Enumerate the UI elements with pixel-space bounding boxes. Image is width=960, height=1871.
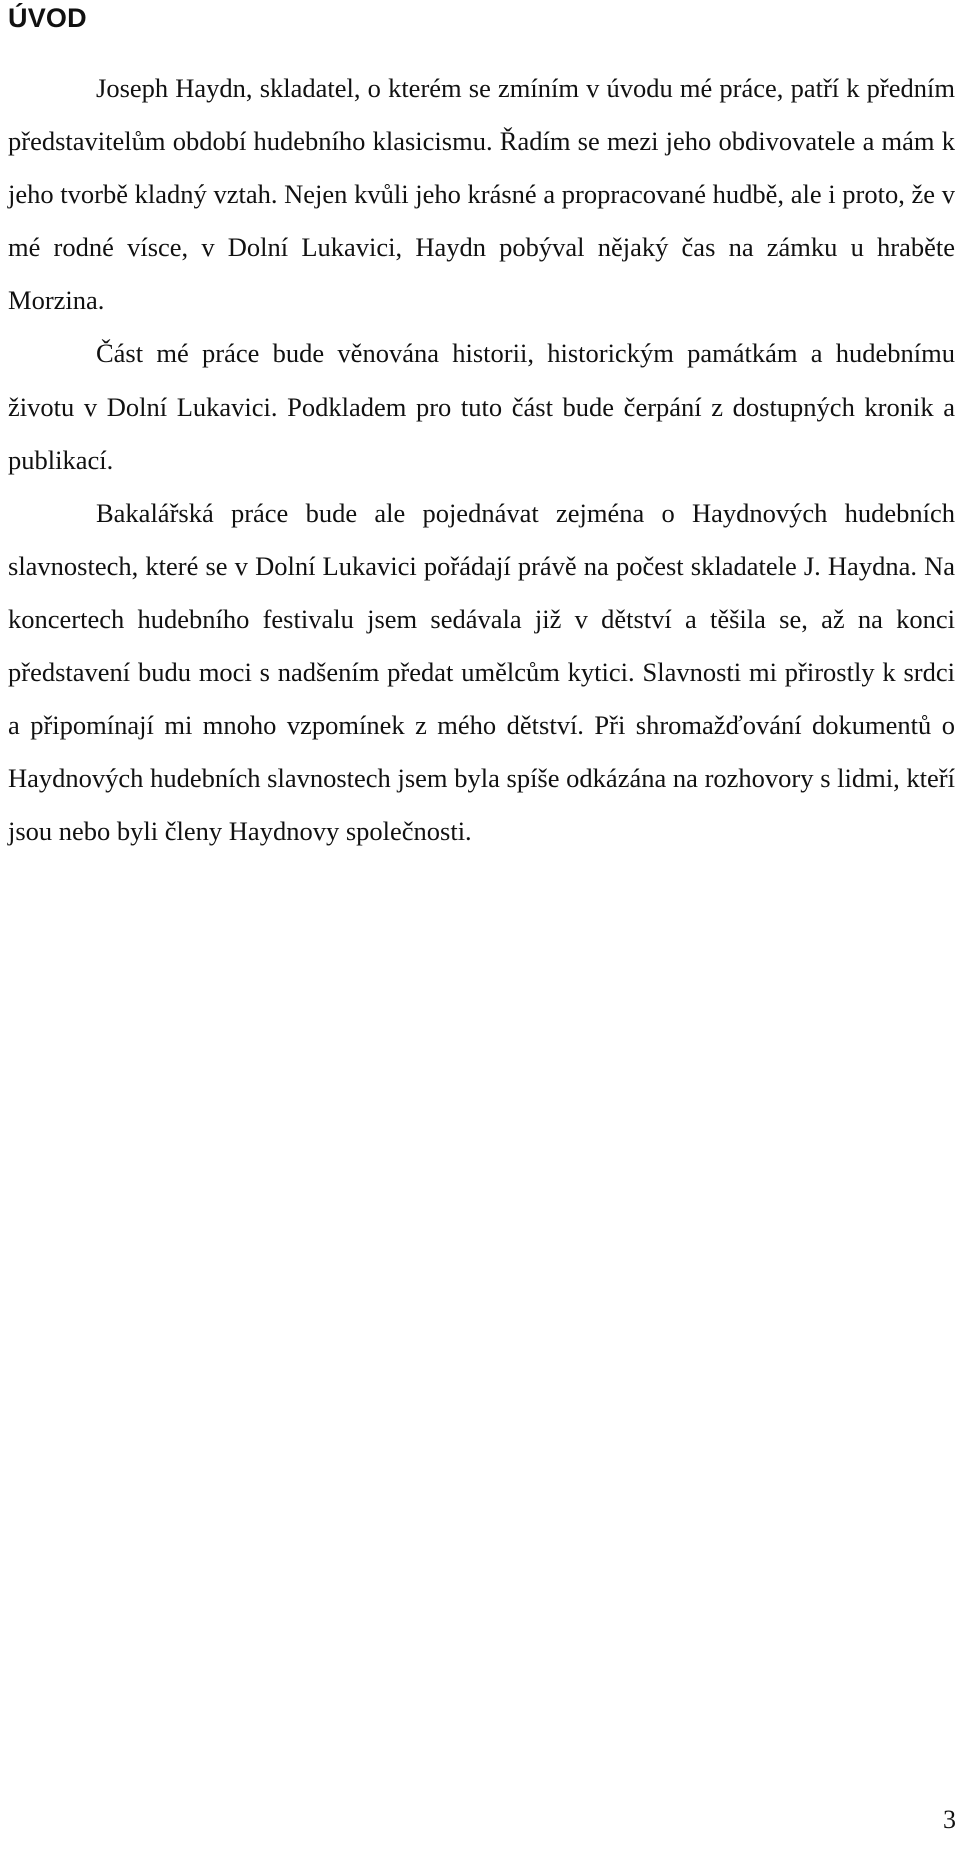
paragraph: Joseph Haydn, skladatel, o kterém se zmíním v úvodu mé práce, patří k předním představitelům období hudebního klasicismu. Řadím se mezi jeho obdivovatele a mám k jeho tvorbě kladný vztah. Nejen kvůli jeho krásné a propracované hudbě, ale i proto, že v mé rodné vísce, v Dolní Lukavici, Haydn pobýval nějaký čas na zámku u hraběte Morzina. (8, 73, 955, 316)
body-text (8, 62, 955, 858)
page-number: 3 (943, 1805, 956, 1834)
section-heading: ÚVOD (8, 3, 87, 33)
paragraph: Bakalářská práce bude ale pojednávat zejména o Haydnových hudebních slavnostech, které se v Dolní Lukavici pořádají právě na počest skladatele J. Haydna. Na koncertech hudebního festivalu jsem sedávala již v dětství a těšila se, až na konci představení budu moci s nadšením předat umělcům kytici. Slavnosti mi přirostly k srdci a připomínají mi mnoho vzpomínek z mého dětství. Při shromažďování dokumentů o Haydnových hudebních slavnostech jsem byla spíše odkázána na rozhovory s lidmi, kteří jsou nebo byli členy Haydnovy společnosti. (8, 497, 955, 847)
paragraph: Část mé práce bude věnována historii, historickým památkám a hudebnímu životu v Dolní Lukavici. Podkladem pro tuto část bude čerpání z dostupných kronik a publikací. (8, 338, 955, 475)
